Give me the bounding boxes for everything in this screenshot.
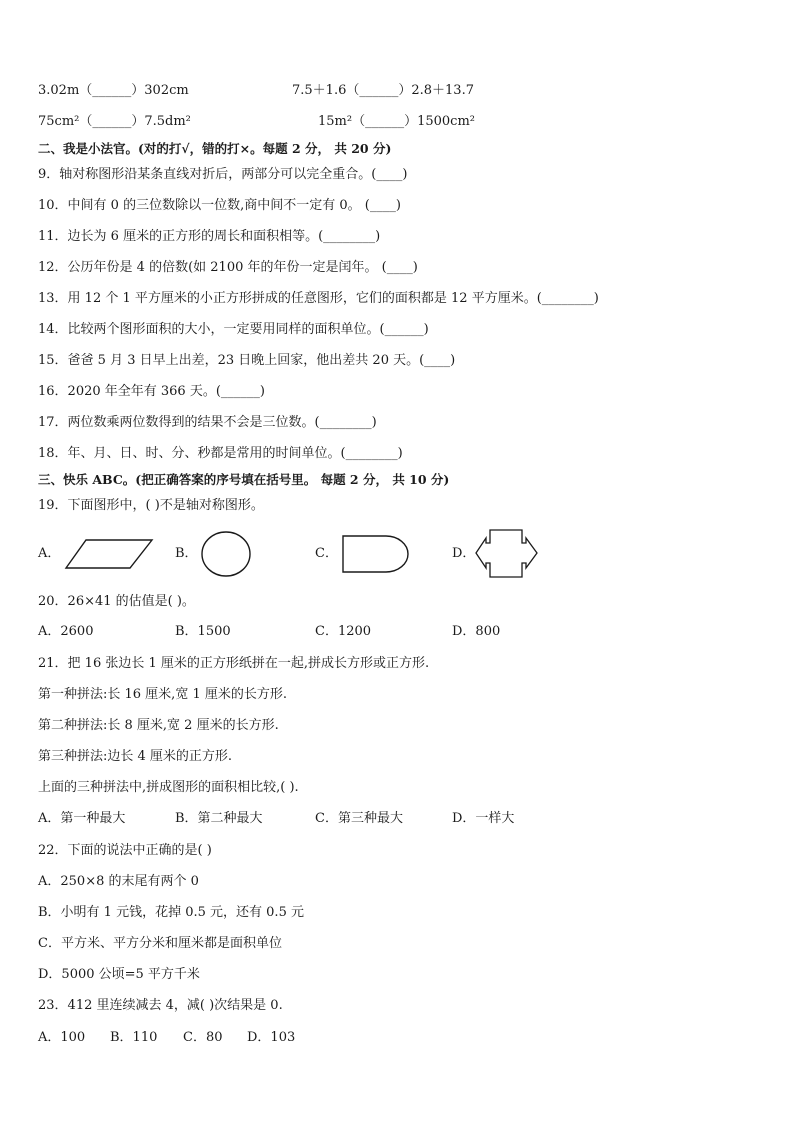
judge-item-14: 14．比较两个图形面积的大小，一定要用同样的面积单位。(______) [38, 322, 429, 337]
q20-option-d: D．800 [452, 624, 501, 639]
q20-option-c: C．1200 [315, 624, 372, 639]
judge-item-16: 16．2020 年全年有 366 天。(______) [38, 384, 265, 399]
judge-item-12: 12．公历年份是 4 的倍数(如 2100 年的年份一定是闰年。 (____) [38, 260, 418, 275]
judge-item-10: 10．中间有 0 的三位数除以一位数,商中间不一定有 0。 (____) [38, 198, 401, 213]
q22-option-d: D．5000 公顷=5 平方千米 [38, 967, 200, 982]
q19-label-a: A． [38, 546, 61, 561]
q19-label-c: C． [315, 546, 338, 561]
arrow-cross-figure [474, 528, 540, 580]
semicircle-rectangle-figure [340, 533, 412, 575]
q21-question: 上面的三种拼法中,拼成图形的面积相比较,( ). [38, 780, 299, 795]
q22-option-a: A．250×8 的末尾有两个 0 [38, 874, 199, 889]
judge-item-17: 17．两位数乘两位数得到的结果不会是三位数。(________) [38, 415, 377, 430]
circle-figure [200, 530, 254, 580]
compare-row2-left: 75cm²（______）7.5dm² [38, 114, 191, 129]
q21-option-b: B．第二种最大 [175, 811, 263, 826]
judge-item-9: 9．轴对称图形沿某条直线对折后，两部分可以完全重合。(____) [38, 167, 408, 182]
compare-row1-left: 3.02m（______）302cm [38, 83, 189, 98]
q20-stem: 20．26×41 的估值是( )。 [38, 594, 195, 609]
q22-option-b: B．小明有 1 元钱，花掉 0.5 元，还有 0.5 元 [38, 905, 304, 920]
judge-item-11: 11．边长为 6 厘米的正方形的周长和面积相等。(________) [38, 229, 381, 244]
q23-option-c: C．80 [183, 1030, 223, 1045]
judge-item-18: 18．年、月、日、时、分、秒都是常用的时间单位。(________) [38, 446, 403, 461]
q21-line-1: 第一种拼法:长 16 厘米,宽 1 厘米的长方形. [38, 687, 287, 702]
q23-option-a: A．100 [38, 1030, 86, 1045]
q21-line-2: 第二种拼法:长 8 厘米,宽 2 厘米的长方形. [38, 718, 279, 733]
q23-option-d: D．103 [247, 1030, 296, 1045]
q21-line-3: 第三种拼法:边长 4 厘米的正方形. [38, 749, 233, 764]
judge-item-15: 15．爸爸 5 月 3 日早上出差，23 日晚上回家，他出差共 20 天。(____) [38, 353, 456, 368]
q21-stem: 21．把 16 张边长 1 厘米的正方形纸拼在一起,拼成长方形或正方形. [38, 656, 430, 671]
q19-label-b: B． [175, 546, 198, 561]
q21-option-c: C．第三种最大 [315, 811, 403, 826]
q22-option-c: C．平方米、平方分米和厘米都是面积单位 [38, 936, 282, 951]
compare-row1-right: 7.5＋1.6（______）2.8＋13.7 [292, 83, 474, 98]
judge-item-13: 13．用 12 个 1 平方厘米的小正方形拼成的任意图形，它们的面积都是 12 平方厘米。(________) [38, 291, 599, 306]
compare-row2-right: 15m²（______）1500cm² [318, 114, 475, 129]
section2-heading: 二、我是小法官。(对的打√，错的打×。每题 2 分， 共 20 分) [38, 141, 392, 156]
q23-option-b: B．110 [110, 1030, 158, 1045]
q20-option-a: A．2600 [38, 624, 94, 639]
parallelogram-figure [64, 538, 154, 572]
q21-option-d: D．一样大 [452, 811, 515, 826]
q22-stem: 22．下面的说法中正确的是( ) [38, 843, 212, 858]
q19-label-d: D． [452, 546, 476, 561]
q19-stem: 19．下面图形中，( )不是轴对称图形。 [38, 498, 264, 513]
q20-option-b: B．1500 [175, 624, 231, 639]
q23-stem: 23．412 里连续减去 4，减( )次结果是 0. [38, 998, 283, 1013]
q21-option-a: A．第一种最大 [38, 811, 126, 826]
section3-heading: 三、快乐 ABC。(把正确答案的序号填在括号里。 每题 2 分， 共 10 分) [38, 472, 450, 487]
